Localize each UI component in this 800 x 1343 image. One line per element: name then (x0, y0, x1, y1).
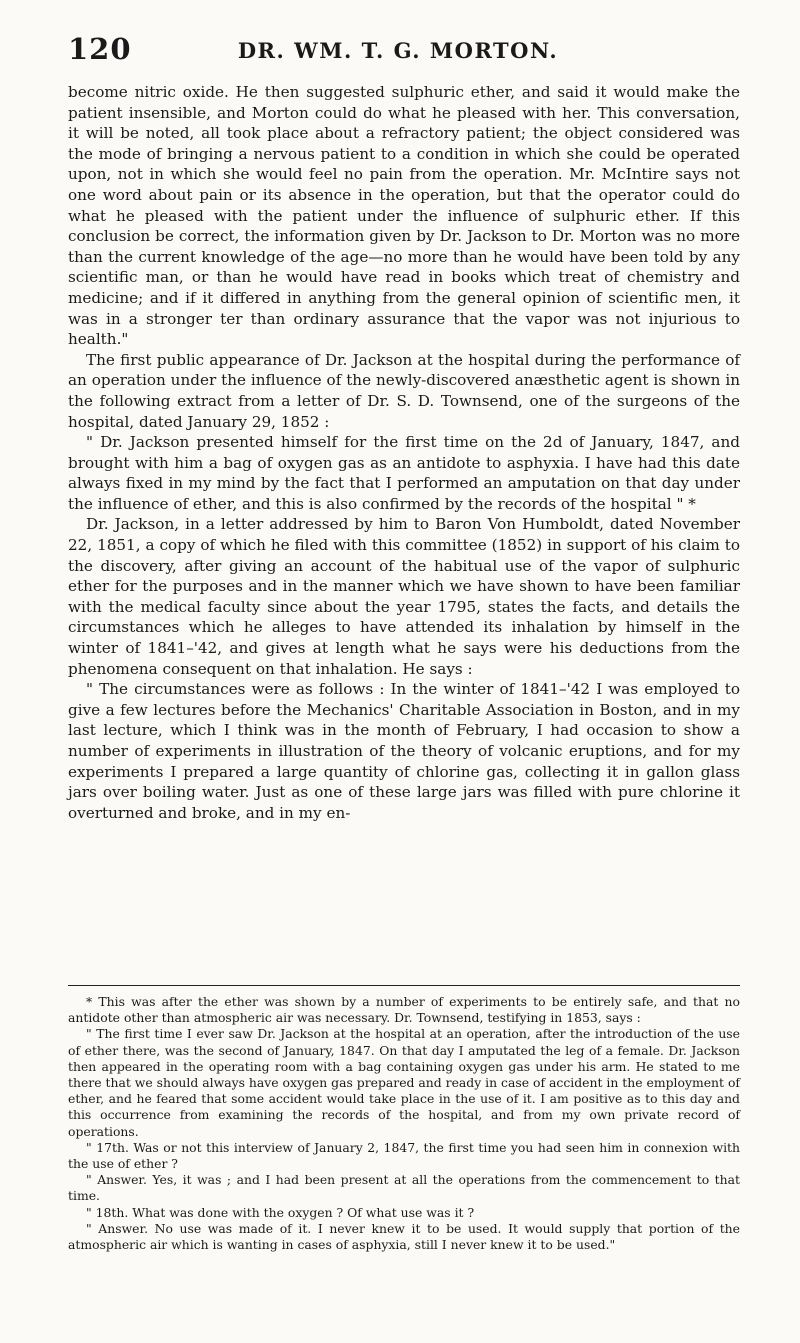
footnote-paragraph: " Answer. Yes, it was ; and I had been present at all the operations from the commencement to that time. (68, 1172, 740, 1204)
paragraph: become nitric oxide. He then suggested sulphuric ether, and said it would make the patient insensible, and Morton could do what he pleased with her. This conversation, it will be noted, all took place about a refractory patient; the object considered was the mode of bringing a nervous patient to a condition in which she could be operated upon, not in which she would feel no pain from the operation. Mr. McIntire says not one word about pain or its absence in the operation, but that the operator could do what he pleased with the patient under the influence of sulphuric ether. If this conclusion be correct, the information given by Dr. Jackson to Dr. Morton was no more than the current knowledge of the age—no more than he would have been told by any scientific man, or than he would have read in books which treat of chemistry and medicine; and if it differed in anything from the general opinion of scientific men, it was in a stronger ter than ordinary assurance that the vapor was not injurious to health." (68, 83, 740, 349)
footnote-paragraph: " 18th. What was done with the oxygen ? Of what use was it ? (86, 1204, 475, 1220)
paragraph: " Dr. Jackson presented himself for the first time on the 2d of January, 1847, and brought with him a bag of oxygen gas as an antidote to asphyxia. I have had this date always fixed in my mind by the fact that I performed an amputation on that day under the influence of ether, and this is also confirmed by the records of the hospital " * (68, 433, 740, 513)
main-text (68, 82, 740, 823)
footnote (68, 994, 740, 1253)
footnote-paragraph: " The first time I ever saw Dr. Jackson at the hospital at an operation, after the introduction of the use of ether there, was the second of January, 1847. On that day I amputated the leg of a female. Dr. Jackson then appeared in the operating room with a bag containing oxygen gas under his arm. He stated to me there that we should always have oxygen gas prepared and ready in case of accident in the employment of ether, and he feared that some accident would take place in the use of it. I am positive as to this day and this occurrence from examining the records of the hospital, and from my own private record of operations. (68, 1026, 740, 1139)
page-header (68, 32, 728, 72)
running-head: DR. WM. T. G. MORTON. (237, 38, 559, 63)
paragraph: " The circumstances were as follows : In the winter of 1841–'42 I was employed to give a few lectures before the Mechanics' Charitable Association in Boston, and in my last lecture, which I think was in the month of February, I had occasion to show a number of experiments in illustration of the theory of volcanic eruptions, and for my experiments I prepared a large quantity of chlorine gas, collecting it in gallon glass jars over boiling water. Just as one of these large jars was filled with pure chlorine it overturned and broke, and in my en- (68, 680, 740, 822)
footnote-paragraph: " Answer. No use was made of it. I never knew it to be used. It would supply that portion of the atmospheric air which is wanting in cases of asphyxia, still I never knew it to be used." (68, 1220, 740, 1253)
footnote-paragraph: * This was after the ether was shown by a number of experiments to be entirely safe, and that no antidote other than atmospheric air was necessary. Dr. Townsend, testifying in 1853, says : (68, 994, 740, 1026)
footnote-divider (68, 985, 740, 986)
footnote-paragraph: " 17th. Was or not this interview of January 2, 1847, the first time you had seen him in connexion with the use of ether ? (68, 1139, 740, 1172)
paragraph: The first public appearance of Dr. Jackson at the hospital during the performance of an operation under the influence of the newly-discovered anæsthetic agent is shown in the following extract from a letter of Dr. S. D. Townsend, one of the surgeons of the hospital, dated January 29, 1852 : (68, 350, 740, 431)
paragraph: Dr. Jackson, in a letter addressed by him to Baron Von Humboldt, dated November 22, 1851, a copy of which he filed with this committee (1852) in support of his claim to the discovery, after giving an account of the habitual use of the vapor of sulphuric ether for the purposes and in the manner which we have shown to have been familiar with the medical faculty since about the year 1795, states the facts, and details the circumstances which he alleges to have attended its inhalation by himself in the winter of 1841–'42, and gives at length what he says were his deductions from the phenomena consequent on that inhalation. He says : (68, 515, 740, 678)
page-number: 120 (68, 32, 132, 66)
